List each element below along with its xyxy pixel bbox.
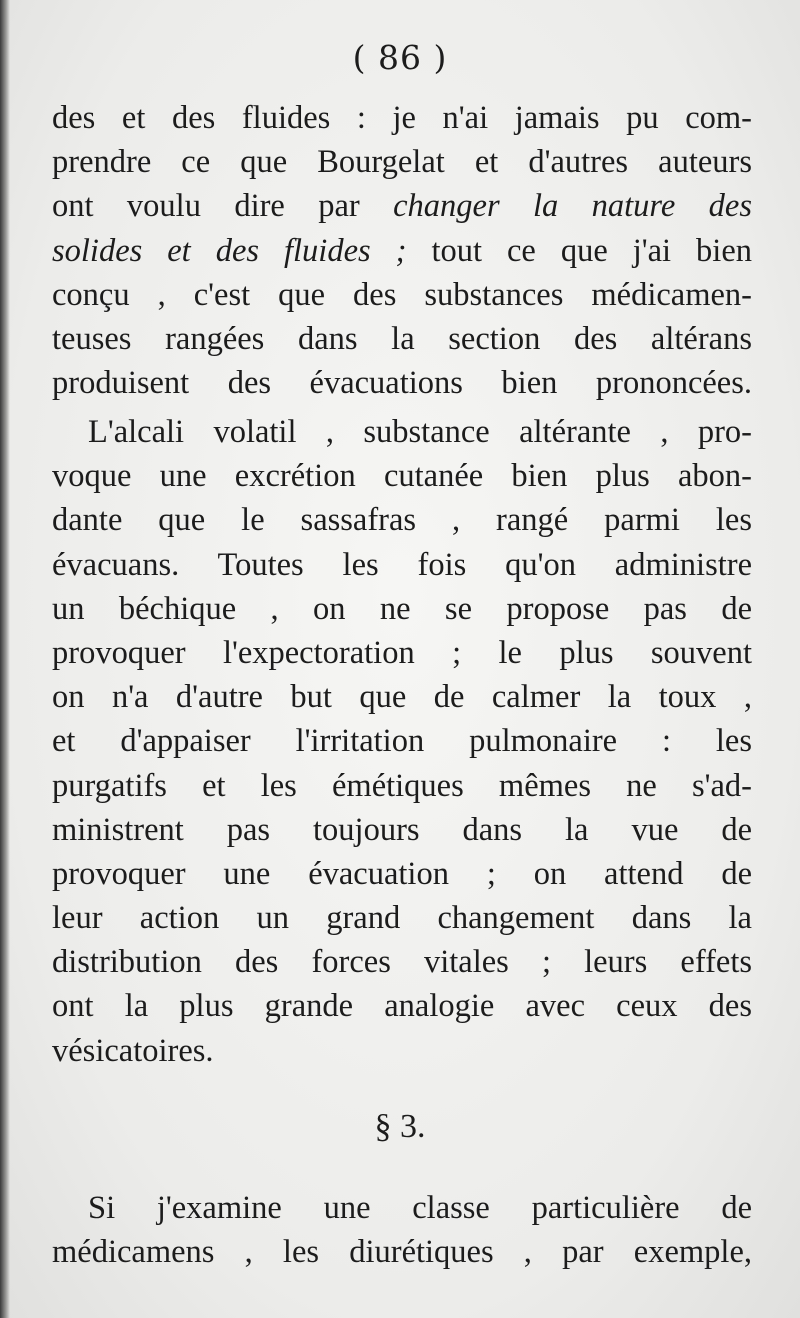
- text-line: des et des fluides : je n'ai jamais pu com-: [52, 100, 752, 136]
- text-line: distribution des forces vitales ; leurs effets: [52, 944, 752, 981]
- paragraph-3: [52, 1186, 752, 1274]
- text-line: teuses rangées dans la section des altérans: [52, 320, 752, 357]
- text-line: purgatifs et les émétiques mêmes ne s'ad-: [52, 767, 752, 804]
- text-line: conçu , c'est que des substances médicamen-: [52, 276, 752, 313]
- text-line: provoquer l'expectoration ; le plus souvent: [52, 634, 752, 671]
- text-line: vésicatoires.: [52, 1032, 214, 1069]
- section-heading: § 3.: [374, 1108, 426, 1145]
- text-line: prendre ce que Bourgelat et d'autres auteurs: [52, 144, 752, 181]
- text-line: médicamens , les diurétiques , par exemple,: [52, 1234, 752, 1271]
- text-line: on n'a d'autre but que de calmer la toux ,: [52, 679, 752, 716]
- text-line: dante que le sassafras , rangé parmi les: [52, 502, 752, 539]
- text-line: et d'appaiser l'irritation pulmonaire : les: [52, 723, 752, 760]
- text-line: leur action un grand changement dans la: [52, 900, 752, 937]
- text-line: L'alcali volatil , substance altérante , pro-: [88, 414, 752, 450]
- page-number: ( 86 ): [352, 38, 448, 77]
- text-line: ont la plus grande analogie avec ceux des: [52, 988, 752, 1025]
- text-line: solides et des fluides ; tout ce que j'ai bien: [52, 232, 752, 269]
- italic-phrase: changer la nature des: [393, 188, 752, 225]
- paragraph-1: [52, 96, 752, 405]
- paragraph-2: [52, 410, 752, 1073]
- text-line: provoquer une évacuation ; on attend de: [52, 855, 752, 892]
- text-line: voque une excrétion cutanée bien plus abon-: [52, 458, 752, 495]
- text-line: évacuans. Toutes les fois qu'on administre: [52, 546, 752, 583]
- text-line: Si j'examine une classe particulière de: [88, 1190, 752, 1226]
- text-line: ministrent pas toujours dans la vue de: [52, 811, 752, 848]
- text-line: ont voulu dire par changer la nature des: [52, 188, 752, 225]
- italic-phrase: solides et des fluides ;: [52, 232, 407, 269]
- text-line: produisent des évacuations bien prononcées.: [52, 365, 752, 402]
- text-line: un béchique , on ne se propose pas de: [52, 590, 752, 627]
